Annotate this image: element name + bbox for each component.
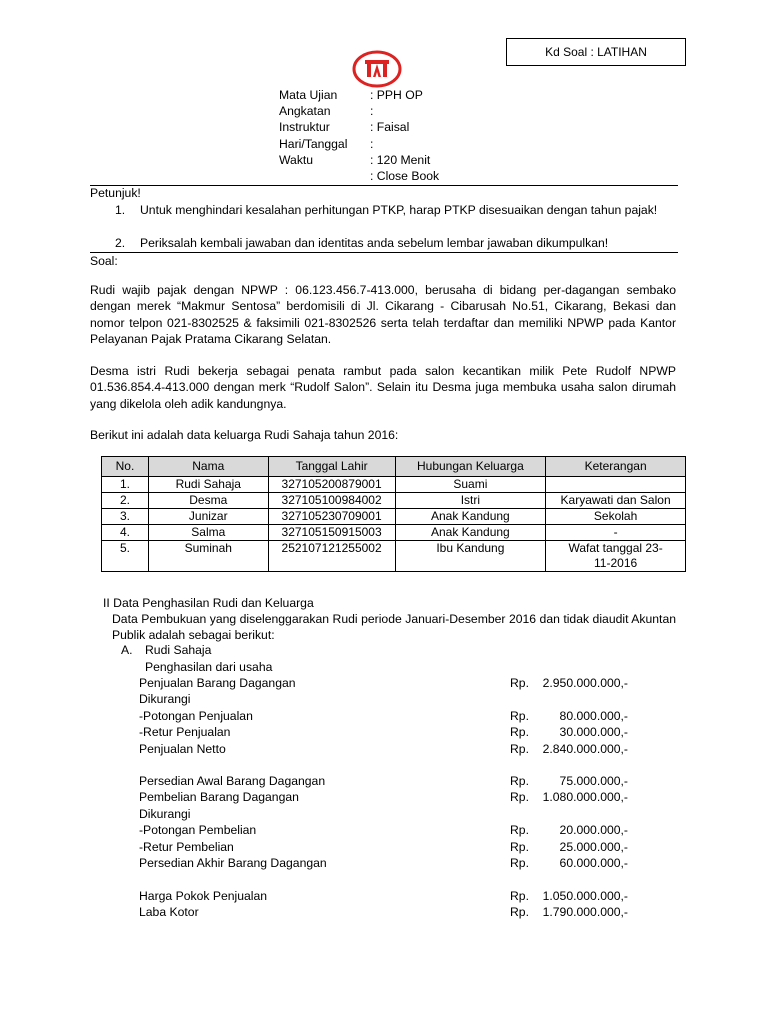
currency-label: Rp. [510,709,529,723]
table-cell: Rudi Sahaja [148,477,268,493]
finance-amount [510,725,628,741]
iai-logo [352,50,402,88]
amount-value: 20.000.000,- [559,823,628,837]
table-cell: Wafat tanggal 23-11-2016 [546,541,686,572]
table-cell: 3. [102,509,149,525]
subsection-heading: Penghasilan dari usaha [145,660,273,674]
finance-label: Pembelian Barang Dagangan [139,790,299,804]
table-header-row [102,457,686,477]
table-cell: 327105100984002 [268,493,395,509]
finance-label: -Potongan Penjualan [139,709,253,723]
instruction-text: Untuk menghindari kesalahan perhitungan PTKP, harap PTKP disesuaikan dengan tahun pajak! [140,203,658,217]
table-cell: Salma [148,525,268,541]
finance-amount [510,790,628,806]
table-row [102,493,686,509]
amount-value: 1.080.000.000,- [542,790,628,804]
family-intro: Berikut ini adalah data keluarga Rudi Sahaja tahun 2016: [90,428,399,442]
divider [90,252,678,253]
table-header: Nama [148,457,268,477]
currency-label: Rp. [510,742,529,756]
finance-label: Penjualan Barang Dagangan [139,676,296,690]
info-value: : Close Book [370,169,440,183]
finance-amount [510,774,628,790]
table-cell: 327105150915003 [268,525,395,541]
currency-label: Rp. [510,905,529,919]
info-label: Waktu [279,153,314,167]
finance-label: -Potongan Pembelian [139,823,257,837]
table-row [102,477,686,493]
amount-value: 60.000.000,- [559,856,628,870]
finance-amount [510,856,628,872]
table-cell: Sekolah [546,509,686,525]
table-header: Tanggal Lahir [268,457,395,477]
currency-label: Rp. [510,856,529,870]
finance-label: Penjualan Netto [139,742,226,756]
currency-label: Rp. [510,725,529,739]
kd-soal-box: Kd Soal : LATIHAN [506,38,686,66]
currency-label: Rp. [510,774,529,788]
table-cell: 2. [102,493,149,509]
instruction-number: 1. [115,203,126,217]
info-label: Mata Ujian [279,88,338,102]
table-cell: Ibu Kandung [395,541,546,572]
table-cell: - [546,525,686,541]
soal-title: Soal: [90,254,118,268]
info-label: Instruktur [279,120,330,134]
instruction-text: Periksalah kembali jawaban dan identitas anda sebelum lembar jawaban dikumpulkan! [140,236,609,250]
table-cell: 5. [102,541,149,572]
finance-amount [510,905,628,921]
info-value: : [370,104,374,118]
table-cell [546,477,686,493]
table-cell: Desma [148,493,268,509]
table-cell: Istri [395,493,546,509]
table-cell: Suminah [148,541,268,572]
soal-paragraph: Rudi wajib pajak dengan NPWP : 06.123.456.7-413.000, berusaha di bidang per-dagangan sembako dengan merek “Makmur Sentosa” berdomisili di Jl. Cikarang - Cibarusah No.51, Cikarang, Bekasi dan nomor telpon 021-8302525 & faksimili 021-8302526 serta telah terdaftar dan memiliki NPWP pada Kantor Pelayanan Pajak Pratama Cikarang Selatan. [90,283,676,347]
table-row [102,525,686,541]
finance-amount [510,823,628,839]
table-cell: 327105200879001 [268,477,395,493]
finance-label: Laba Kotor [139,905,199,919]
finance-label: Harga Pokok Penjualan [139,889,268,903]
table-cell: Junizar [148,509,268,525]
info-label: Hari/Tanggal [279,137,348,151]
finance-amount [510,709,628,725]
finance-label: Dikurangi [139,807,191,821]
instructions-title: Petunjuk! [90,186,141,200]
amount-value: 30.000.000,- [559,725,628,739]
finance-amount [510,840,628,856]
logo-text: IAI [377,87,379,88]
amount-value: 2.840.000.000,- [542,742,628,756]
section-intro: Data Pembukuan yang diselenggarakan Rudi periode Januari-Desember 2016 dan tidak diaudit Akuntan Publik adalah sebagai berikut: [112,612,676,643]
amount-value: 2.950.000.000,- [542,676,628,690]
section-title: II Data Penghasilan Rudi dan Keluarga [103,596,314,610]
amount-value: 75.000.000,- [559,774,628,788]
subsection-number: A. [121,643,133,657]
finance-amount [510,676,628,692]
table-header: Hubungan Keluarga [395,457,546,477]
table-cell: 327105230709001 [268,509,395,525]
soal-paragraph: Desma istri Rudi bekerja sebagai penata rambut pada salon kecantikan milik Pete Rudolf NPWP 01.536.854.4-413.000 dengan merk “Rudolf Salon”. Selain itu Desma juga membuka usaha salon dirumah yang dikelola oleh adik kandungnya. [90,364,676,411]
family-table [101,456,686,572]
info-label: Angkatan [279,104,331,118]
currency-label: Rp. [510,889,529,903]
info-value: : Faisal [370,120,410,134]
info-value: : PPH OP [370,88,423,102]
table-row [102,509,686,525]
currency-label: Rp. [510,790,529,804]
finance-label: Persedian Awal Barang Dagangan [139,774,326,788]
subsection-name: Rudi Sahaja [145,643,212,657]
amount-value: 25.000.000,- [559,840,628,854]
finance-label: -Retur Pembelian [139,840,234,854]
table-header: No. [102,457,149,477]
table-cell: Anak Kandung [395,509,546,525]
finance-amount [510,742,628,758]
amount-value: 1.790.000.000,- [542,905,628,919]
divider [90,185,678,186]
currency-label: Rp. [510,676,529,690]
currency-label: Rp. [510,840,529,854]
table-cell: Anak Kandung [395,525,546,541]
finance-label: Persedian Akhir Barang Dagangan [139,856,327,870]
table-cell: 4. [102,525,149,541]
table-cell: 252107121255002 [268,541,395,572]
finance-amount [510,889,628,905]
table-header: Keterangan [546,457,686,477]
finance-label: -Retur Penjualan [139,725,231,739]
finance-label: Dikurangi [139,692,191,706]
info-value: : 120 Menit [370,153,431,167]
amount-value: 80.000.000,- [559,709,628,723]
currency-label: Rp. [510,823,529,837]
instruction-number: 2. [115,236,126,250]
table-row [102,541,686,572]
amount-value: 1.050.000.000,- [542,889,628,903]
table-cell: Karyawati dan Salon [546,493,686,509]
table-cell: Suami [395,477,546,493]
info-value: : [370,137,374,151]
table-cell: 1. [102,477,149,493]
